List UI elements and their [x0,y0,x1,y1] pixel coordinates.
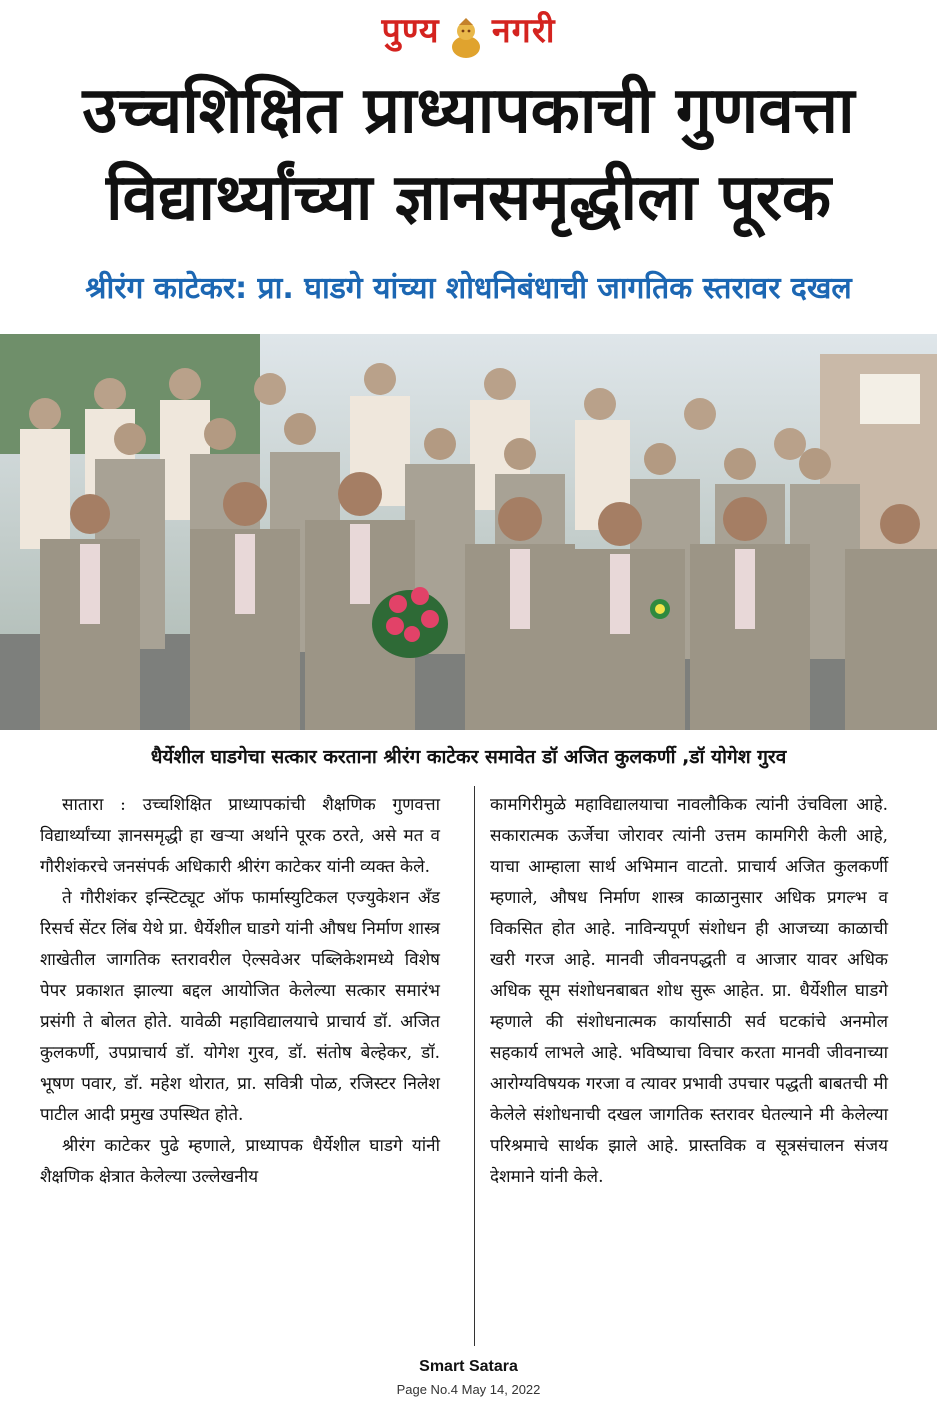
article-paragraph: सातारा : उच्चशिक्षित प्राध्यापकांची शैक्षणिक गुणवत्ता विद्यार्थ्यांच्या ज्ञानसमृद्धी हा खऱ्या अर्थाने पूरक ठरते, असे मत व गौरीशंकरचे जनसंपर्क अधिकारी श्रीरंग काटेकर यांनी व्यक्त केले. [40,795,440,877]
headline-line-2: विद्यार्थ्यांच्या ज्ञानसमृद्धीला पूरक [105,161,832,235]
subheadline: श्रीरंग काटेकर: प्रा. घाडगे यांच्या शोधनिबंधाची जागतिक स्तरावर दखल [85,271,852,306]
headline-line-1: उच्चशिक्षित प्राध्यापकाची गुणवत्ता [82,74,855,148]
page-info: Page No.4 May 14, 2022 [396,1382,541,1397]
masthead [0,0,937,62]
masthead-name-right: नगरी [491,11,556,51]
group-photo-illustration [0,334,937,730]
deity-logo-icon [449,17,483,59]
article-paragraph: श्रीरंग काटेकर पुढे म्हणाले, प्राध्यापक धैर्येशील घाडगे यांनी शैक्षणिक क्षेत्रात केलेल्या उल्लेखनीय [40,1136,440,1187]
group-photo [0,334,937,730]
article-column-right [490,790,888,1193]
article-paragraph: कामगिरीमुळे महाविद्यालयाचा नावलौकिक त्यांनी उंचविला आहे. सकारात्मक ऊर्जेचा जोरावर त्यांनी उत्तम कामगिरी केली आहे, याचा आम्हाला सार्थ अभिमान वाटतो. प्राचार्य अजित कुलकर्णी म्हणाले, औषध निर्माण शास्त्र काळानुसार अधिक प्रगल्भ व विकसित होत आहे. नाविन्यपूर्ण संशोधन ही आजच्या काळाची खरी गरज आहे. मानवी जीवनपद्धती व आजार यावर अधिक अधिक सूम संशोधनबाबत शोध सुरू आहेत. प्रा. धैर्येशील घाडगे म्हणाले की संशोधनात्मक कार्यासाठी सर्व घटकांचे अनमोल सहकार्य लाभले आहे. भविष्याचा विचार करता मानवी जीवनाच्या आरोग्यविषयक गरजा व त्यावर प्रभावी उपचार पद्धती बाबतची मी केलेले संशोधनाची दखल जागतिक स्तरावर घेतल्याने मी केलेल्या परिश्रमाचे सार्थक झाले आहे. प्रास्तविक व सूत्रसंचालन संजय देशमाने यांनी केले. [490,795,888,1187]
article-column-left [40,790,440,1193]
masthead-name-left: पुण्य [381,11,440,51]
publication-name: Smart Satara [419,1358,518,1375]
column-divider [474,786,475,1346]
photo-caption: धैर्येशील घाडगेचा सत्कार करताना श्रीरंग काटेकर समावेत डॉ अजित कुलकर्णी ,डॉ योगेश गुरव [150,746,787,768]
article-paragraph: ते गौरीशंकर इन्स्टिट्यूट ऑफ फार्मास्युटिकल एज्युकेशन अँड रिसर्च सेंटर लिंब येथे प्रा. धैर्येशील घाडगे यांनी औषध निर्माण शास्त्र शाखेतील जागतिक स्तरावरील ऐल्सवेअर पब्लिकेशमध्ये विशेष पेपर प्रकाशत झाल्या बद्दल आयोजित केलेल्या सत्कार समारंभ प्रसंगी ते बोलत होते. यावेळी महाविद्यालयाचे प्राचार्य डॉ. अजित कुलकर्णी, उपप्राचार्य डॉ. योगेश गुरव, डॉ. संतोष बेल्हेकर, डॉ. भूषण पवार, डॉ. महेश थोरात, प्रा. सवित्री पोळ, रजिस्टर निलेश पाटील आदी प्रमुख उपस्थित होते. [40,888,440,1125]
